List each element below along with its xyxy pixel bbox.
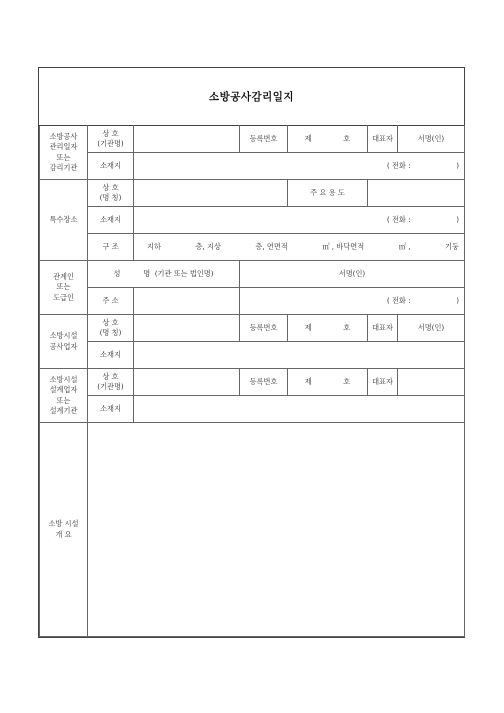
contractor-row-address <box>40 342 465 369</box>
related-address-label: 주 소 <box>88 288 134 315</box>
supervisor-name-label: 상 호 (기관명) <box>88 126 134 153</box>
overview-field[interactable] <box>88 423 465 637</box>
related-phone: ( 전화 : ) <box>386 295 459 305</box>
related-name-label: 성 명 (기관 또는 법인명) <box>88 261 240 288</box>
supervisor-reg-label: 등록번호 <box>240 126 288 153</box>
overview-row <box>40 423 465 637</box>
supervisor-row-address <box>40 153 465 180</box>
place-name-label: 상 호 (명 칭) <box>88 180 134 207</box>
designer-rep-label: 대표자 <box>368 369 398 396</box>
contractor-address-label: 소재지 <box>88 342 134 369</box>
inspection-table <box>39 125 465 637</box>
designer-address-field[interactable] <box>134 396 465 423</box>
place-row-structure <box>40 234 465 261</box>
document-title: 소방공사감리일지 <box>208 91 295 103</box>
contractor-reg-label: 등록번호 <box>240 315 288 342</box>
designer-address-label: 소재지 <box>88 396 134 423</box>
supervisor-address-label: 소재지 <box>88 153 134 180</box>
related-row-address <box>40 288 465 315</box>
related-sign-field[interactable]: 서명(인) <box>240 261 465 288</box>
place-structure-field[interactable]: 지하 층, 지상 층, 연면적 ㎡ , 바닥면적 ㎡ , 기둥 <box>134 234 465 261</box>
form-container <box>38 67 465 638</box>
designer-row-name <box>40 369 465 396</box>
place-row-address <box>40 207 465 234</box>
place-section-label: 특수장소 <box>40 180 88 261</box>
supervisor-name-field[interactable] <box>134 126 240 153</box>
designer-section-label: 소방시설 설계업자 또는 설계기관 <box>40 369 88 423</box>
contractor-row-name <box>40 315 465 342</box>
contractor-section-label: 소방시설 공사업자 <box>40 315 88 369</box>
supervisor-rep-label: 대표자 <box>368 126 398 153</box>
supervisor-address-field[interactable] <box>134 153 465 180</box>
contractor-rep-label: 대표자 <box>368 315 398 342</box>
supervisor-phone: ( 전화 : ) <box>386 160 459 170</box>
related-address-field-a[interactable] <box>134 288 240 315</box>
related-address-field[interactable] <box>240 288 465 315</box>
designer-reg-label: 등록번호 <box>240 369 288 396</box>
overview-section-label: 소방 시설 개 요 <box>40 423 88 637</box>
designer-name-field[interactable] <box>134 369 240 396</box>
place-address-field[interactable] <box>134 207 465 234</box>
place-name-field[interactable] <box>134 180 288 207</box>
supervisor-reg-field[interactable]: 제 호 <box>288 126 368 153</box>
contractor-name-field[interactable] <box>134 315 240 342</box>
place-row-name <box>40 180 465 207</box>
related-row-name <box>40 261 465 288</box>
contractor-address-field[interactable] <box>134 342 465 369</box>
supervisor-section-label: 소방공사 관리일자 또는 감리기관 <box>40 126 88 180</box>
place-use-label: 주 요 용 도 <box>288 180 368 207</box>
supervisor-sign-field[interactable]: 서명(인) <box>398 126 465 153</box>
designer-name-label: 상 호 (기관명) <box>88 369 134 396</box>
place-address-label: 소재지 <box>88 207 134 234</box>
contractor-name-label: 상 호 (명 칭) <box>88 315 134 342</box>
designer-rep-field[interactable] <box>398 369 465 396</box>
supervisor-row-name <box>40 126 465 153</box>
place-use-field[interactable] <box>368 180 465 207</box>
contractor-reg-field[interactable]: 제 호 <box>288 315 368 342</box>
place-phone: ( 전화 : ) <box>386 214 459 224</box>
contractor-sign-field[interactable]: 서명(인) <box>398 315 465 342</box>
designer-row-address <box>40 396 465 423</box>
place-structure-label: 구 조 <box>88 234 134 261</box>
designer-reg-field[interactable]: 제 호 <box>288 369 368 396</box>
related-section-label: 관계인 또는 도급인 <box>40 261 88 315</box>
